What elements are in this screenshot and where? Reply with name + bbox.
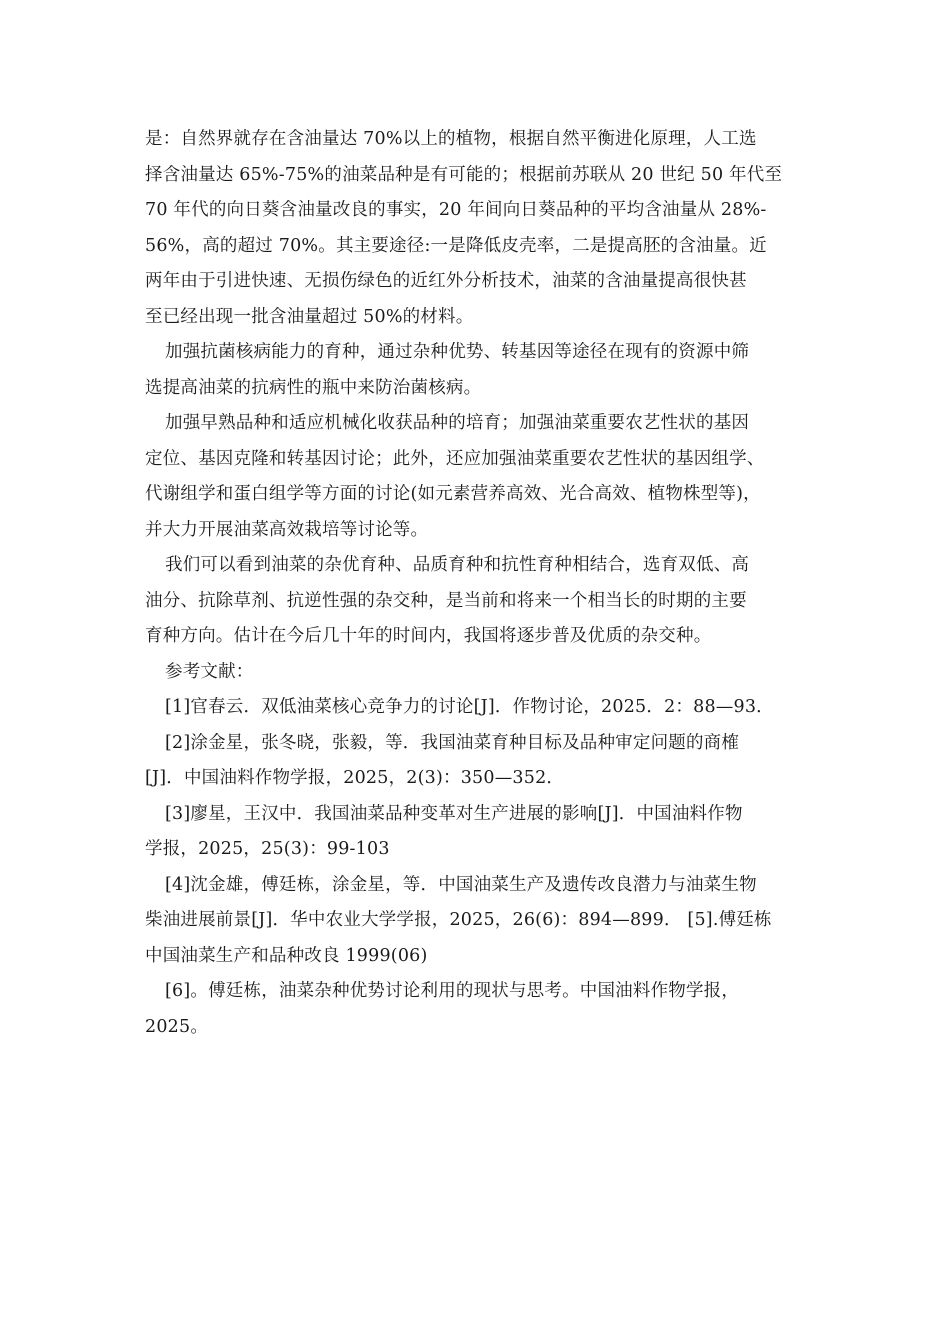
text-line: 两年由于引进快速、无损伤绿色的近红外分析技术，油菜的含油量提高很快甚 <box>145 271 747 291</box>
text-line: 代谢组学和蛋白组学等方面的讨论(如元素营养高效、光合高效、植物株型等)， <box>145 484 761 504</box>
body-text <box>145 122 810 1045</box>
text-line: 并大力开展油菜高效栽培等讨论等。 <box>145 519 429 540</box>
reference-item-continued: [J]．中国油料作物学报，2025，2(3)：350—352． <box>145 768 565 788</box>
text-line: 我们可以看到油菜的杂优育种、品质育种和抗性育种相结合，选育双低、高 <box>165 555 750 575</box>
text-line: 定位、基因克隆和转基因讨论；此外，还应加强油菜重要农艺性状的基因组学、 <box>145 448 765 469</box>
reference-item: [1]官春云．双低油菜核心竞争力的讨论[J]．作物讨论，2025．2：88—93． <box>165 697 774 717</box>
text-line: 育种方向。估计在今后几十年的时间内，我国将逐步普及优质的杂交种。 <box>145 626 712 646</box>
text-line: 加强抗菌核病能力的育种，通过杂种优势、转基因等途径在现有的资源中筛 <box>165 342 750 362</box>
text-line: 至已经出现一批含油量超过 50%的材料。 <box>145 306 474 327</box>
reference-item-continued: 中国油菜生产和品种改良 1999(06) <box>145 945 428 966</box>
text-line: 加强早熟品种和适应机械化收获品种的培育；加强油菜重要农艺性状的基因 <box>165 413 750 433</box>
text-line: 是：自然界就存在含油量达 70%以上的植物，根据自然平衡进化原理，人工选 <box>145 129 757 149</box>
text-line: 56%，高的超过 70%。其主要途径:一是降低皮壳率，二是提高胚的含油量。近 <box>145 235 767 256</box>
reference-item-continued: 学报，2025，25(3)：99-103 <box>145 839 390 859</box>
reference-item-continued: 柴油进展前景[J]．华中农业大学学报，2025，26(6)：894—899． [5].傅廷栋 <box>145 910 772 930</box>
reference-item: [6]。傅廷栋，油菜杂种优势讨论利用的现状与思考。中国油料作物学报， <box>165 981 740 1001</box>
text-line: 择含油量达 65%-75%的油菜品种是有可能的；根据前苏联从 20 世纪 50 年代至 <box>145 164 783 185</box>
reference-item-continued: 2025。 <box>145 1016 209 1037</box>
references-heading: 参考文献： <box>165 661 254 682</box>
text-line: 油分、抗除草剂、抗逆性强的杂交种，是当前和将来一个相当长的时期的主要 <box>145 590 747 611</box>
text-line: 选提高油菜的抗病性的瓶中来防治菌核病。 <box>145 377 482 398</box>
text-line: 70 年代的向日葵含油量改良的事实，20 年间向日葵品种的平均含油量从 28%- <box>145 200 767 220</box>
reference-item: [3]廖星，王汉中．我国油菜品种变革对生产进展的影响[J]．中国油料作物 <box>165 803 743 824</box>
reference-item: [4]沈金雄，傅廷栋，涂金星，等．中国油菜生产及遗传改良潜力与油菜生物 <box>165 874 757 895</box>
reference-item: [2]涂金星，张冬晓，张毅，等．我国油菜育种目标及品种审定问题的商榷 <box>165 732 740 753</box>
